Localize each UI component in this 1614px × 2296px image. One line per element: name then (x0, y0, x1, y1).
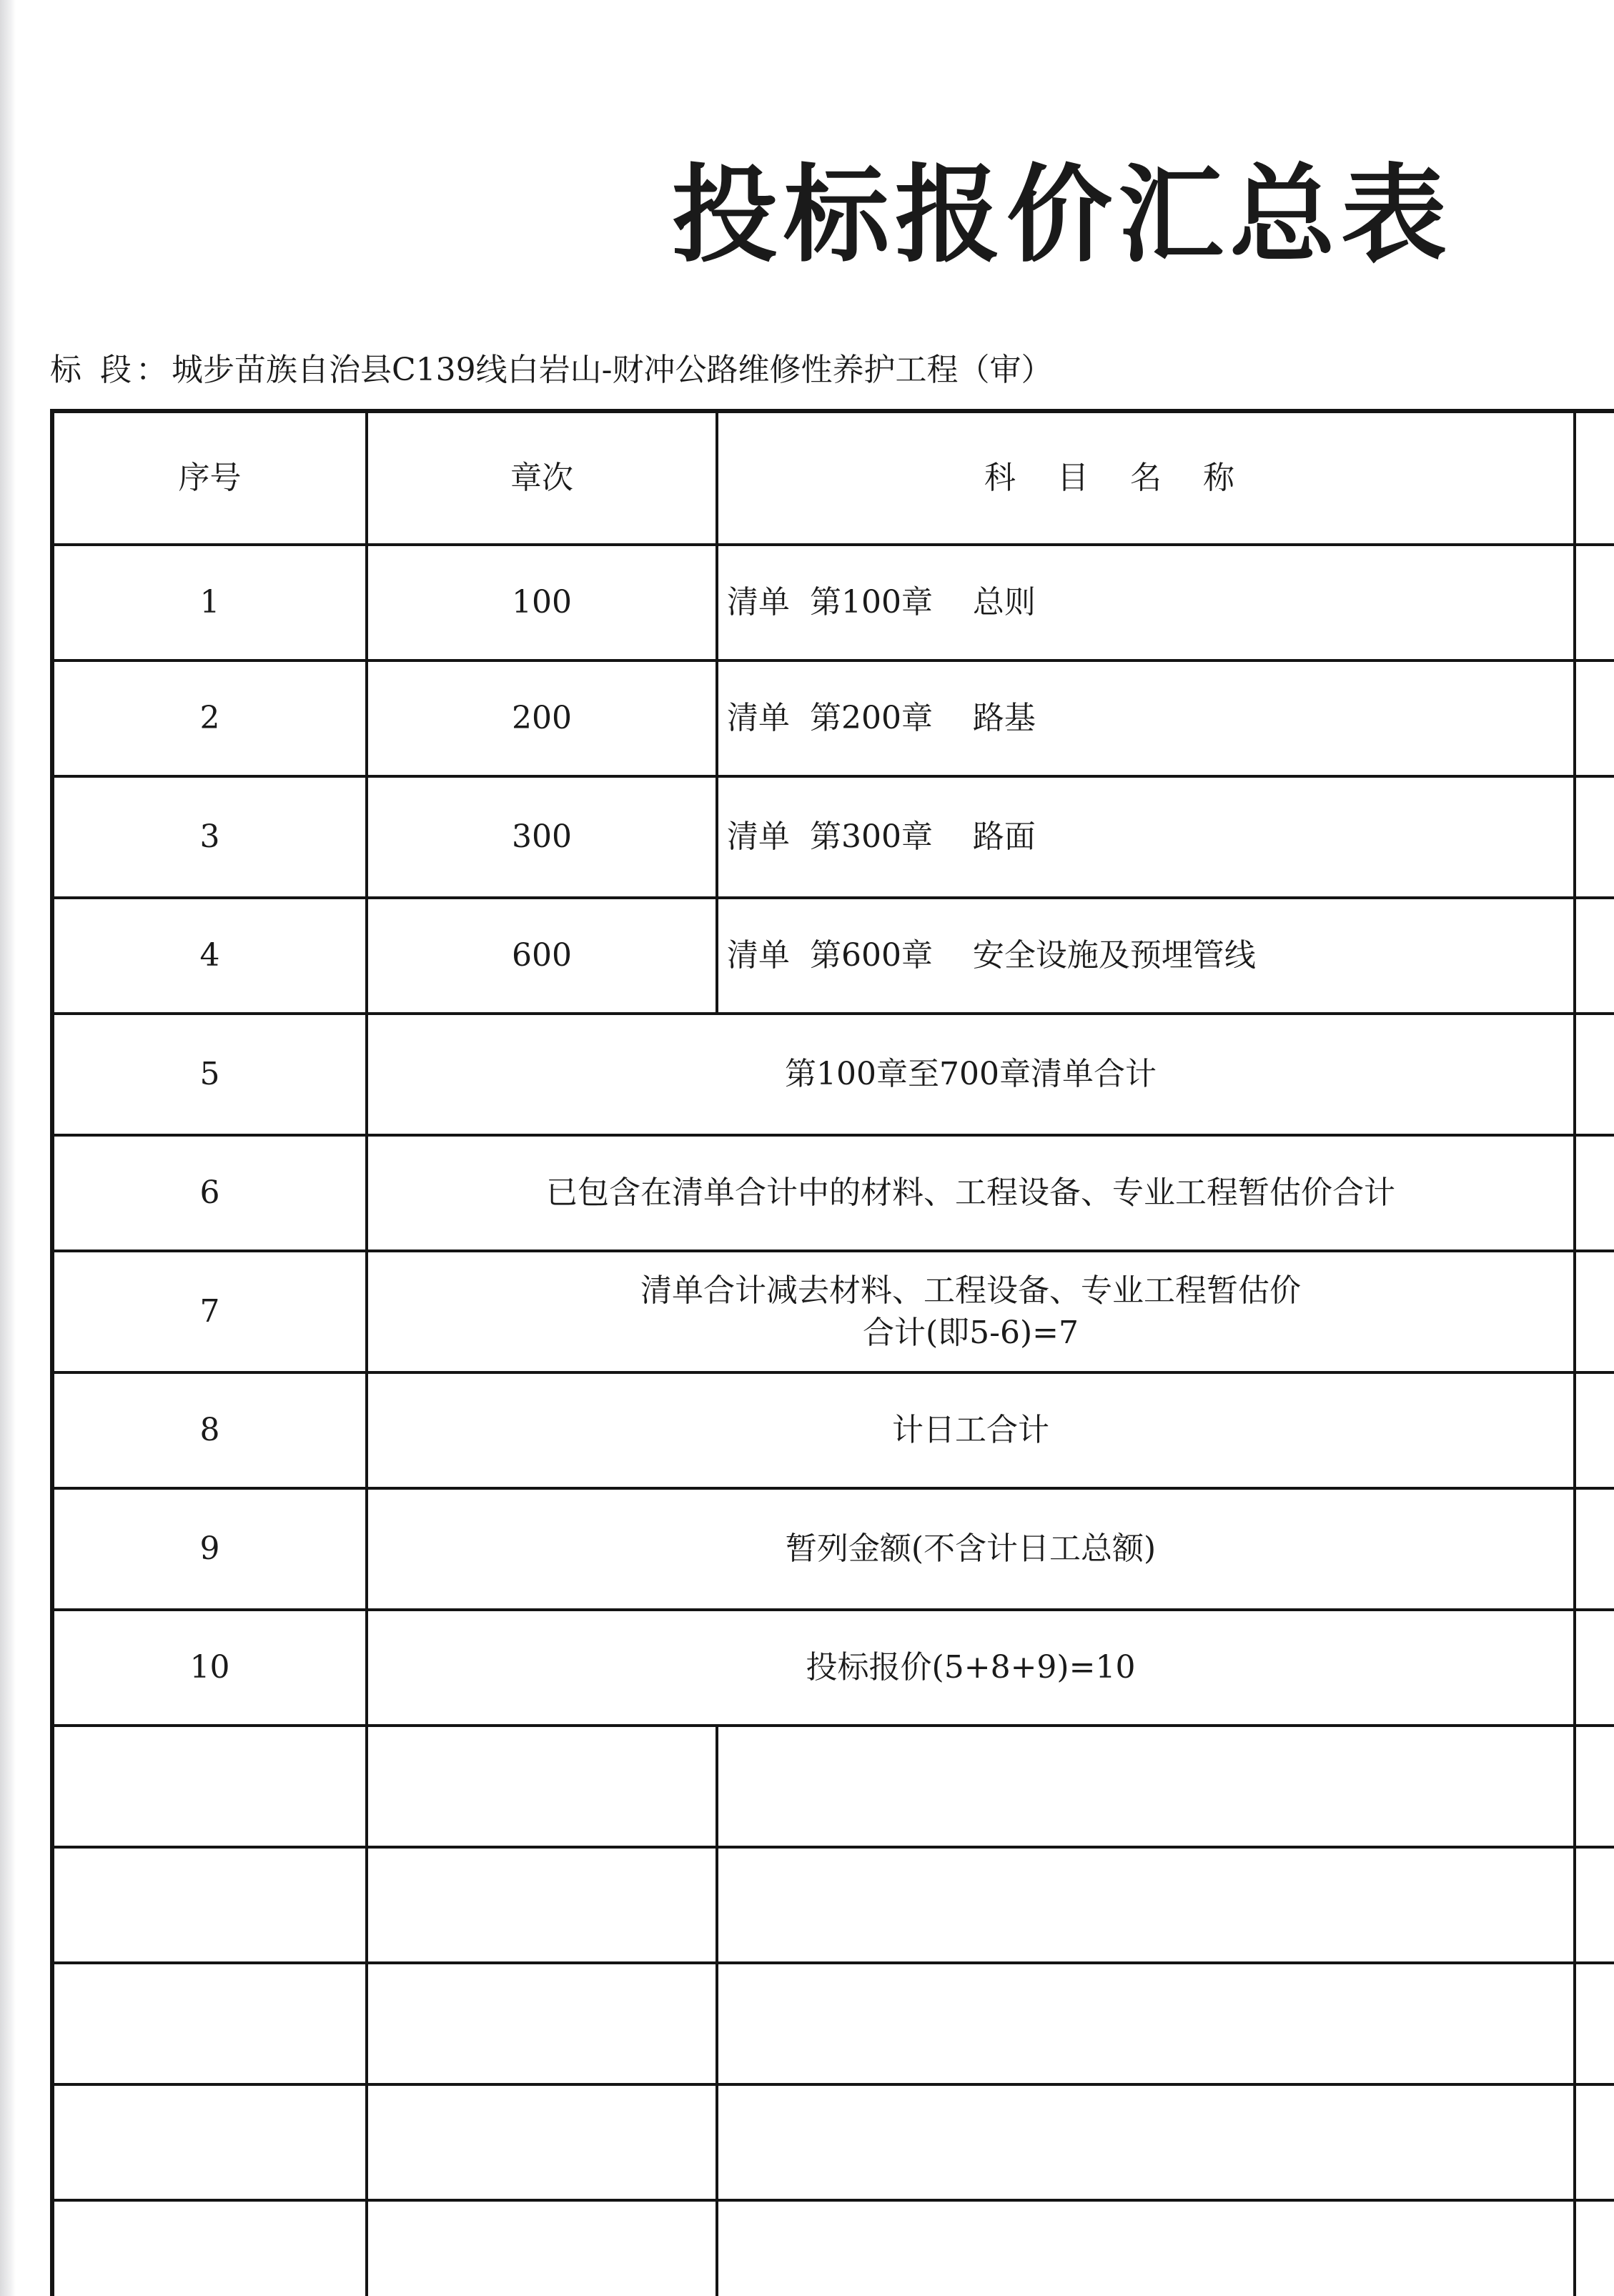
row-extra (1575, 545, 1614, 660)
row-name: 清单 第200章 路基 (717, 660, 1575, 776)
row-extra (1575, 1610, 1614, 1726)
page-title: 投标报价汇总表 (672, 152, 1452, 277)
row-extra (1575, 1488, 1614, 1610)
empty-cell (717, 2084, 1575, 2200)
row-seq: 3 (52, 776, 367, 898)
row-name: 投标报价(5+8+9)=10 (367, 1610, 1575, 1726)
empty-cell (367, 2084, 717, 2200)
empty-cell (1575, 2084, 1614, 2200)
row-chapter: 100 (367, 545, 717, 660)
empty-cell (367, 1963, 717, 2084)
row-name-line2: 合计(即5-6)=7 (862, 1315, 1079, 1351)
empty-cell (717, 1963, 1575, 2084)
row-extra (1575, 1251, 1614, 1372)
empty-cell (52, 1726, 367, 1847)
row-seq: 2 (52, 660, 367, 776)
section-value: 城步苗族自治县C139线白岩山-财冲公路维修性养护工程（审） (172, 352, 1053, 388)
table-row (52, 1488, 1614, 1610)
header-extra (1575, 411, 1614, 545)
empty-cell (367, 1847, 717, 1963)
empty-cell (717, 2200, 1575, 2296)
empty-cell (1575, 1847, 1614, 1963)
row-seq: 7 (52, 1251, 367, 1372)
table-row (52, 1135, 1614, 1251)
empty-cell (1575, 1963, 1614, 2084)
row-name: 已包含在清单合计中的材料、工程设备、专业工程暂估价合计 (367, 1135, 1575, 1251)
row-seq: 1 (52, 545, 367, 660)
table-row (52, 660, 1614, 776)
row-extra (1575, 1014, 1614, 1135)
table-row (52, 1610, 1614, 1726)
empty-cell (1575, 2200, 1614, 2296)
row-extra (1575, 1135, 1614, 1251)
header-chapter: 章次 (367, 411, 717, 545)
row-name: 暂列金额(不含计日工总额) (367, 1488, 1575, 1610)
empty-cell (367, 2200, 717, 2296)
row-name: 清单 第100章 总则 (717, 545, 1575, 660)
row-name: 计日工合计 (367, 1372, 1575, 1488)
row-chapter: 600 (367, 898, 717, 1014)
row-extra (1575, 776, 1614, 898)
section-line (50, 349, 1587, 392)
empty-row (52, 2200, 1614, 2296)
table-row (52, 898, 1614, 1014)
table-row (52, 1014, 1614, 1135)
empty-row (52, 1726, 1614, 1847)
row-name: 清单 第300章 路面 (717, 776, 1575, 898)
row-extra (1575, 660, 1614, 776)
table-row (52, 776, 1614, 898)
empty-cell (1575, 1726, 1614, 1847)
header-name: 科 目 名 称 (717, 411, 1575, 545)
empty-cell (52, 1847, 367, 1963)
empty-row (52, 1847, 1614, 1963)
table-row (52, 1372, 1614, 1488)
row-seq: 9 (52, 1488, 367, 1610)
row-seq: 5 (52, 1014, 367, 1135)
row-name: 清单 第600章 安全设施及预埋管线 (717, 898, 1575, 1014)
empty-row (52, 1963, 1614, 2084)
row-name-line1: 清单合计减去材料、工程设备、专业工程暂估价 (640, 1272, 1301, 1309)
empty-row (52, 2084, 1614, 2200)
table-row (52, 545, 1614, 660)
row-seq: 8 (52, 1372, 367, 1488)
bid-summary-table (50, 409, 1614, 2296)
row-name: 第100章至700章清单合计 (367, 1014, 1575, 1135)
row-extra (1575, 898, 1614, 1014)
empty-cell (52, 2084, 367, 2200)
empty-cell (717, 1726, 1575, 1847)
summary-table-wrapper (50, 409, 1614, 2296)
header-seq: 序号 (52, 411, 367, 545)
section-label: 标 段： (50, 352, 172, 388)
row-chapter: 200 (367, 660, 717, 776)
table-header-row (52, 411, 1614, 545)
row-seq: 6 (52, 1135, 367, 1251)
row-extra (1575, 1372, 1614, 1488)
row-seq: 10 (52, 1610, 367, 1726)
empty-cell (52, 1963, 367, 2084)
row-seq: 4 (52, 898, 367, 1014)
row-chapter: 300 (367, 776, 717, 898)
empty-cell (367, 1726, 717, 1847)
scan-edge (0, 0, 16, 2296)
empty-cell (52, 2200, 367, 2296)
empty-cell (717, 1847, 1575, 1963)
row-name (367, 1251, 1575, 1372)
table-row (52, 1251, 1614, 1372)
